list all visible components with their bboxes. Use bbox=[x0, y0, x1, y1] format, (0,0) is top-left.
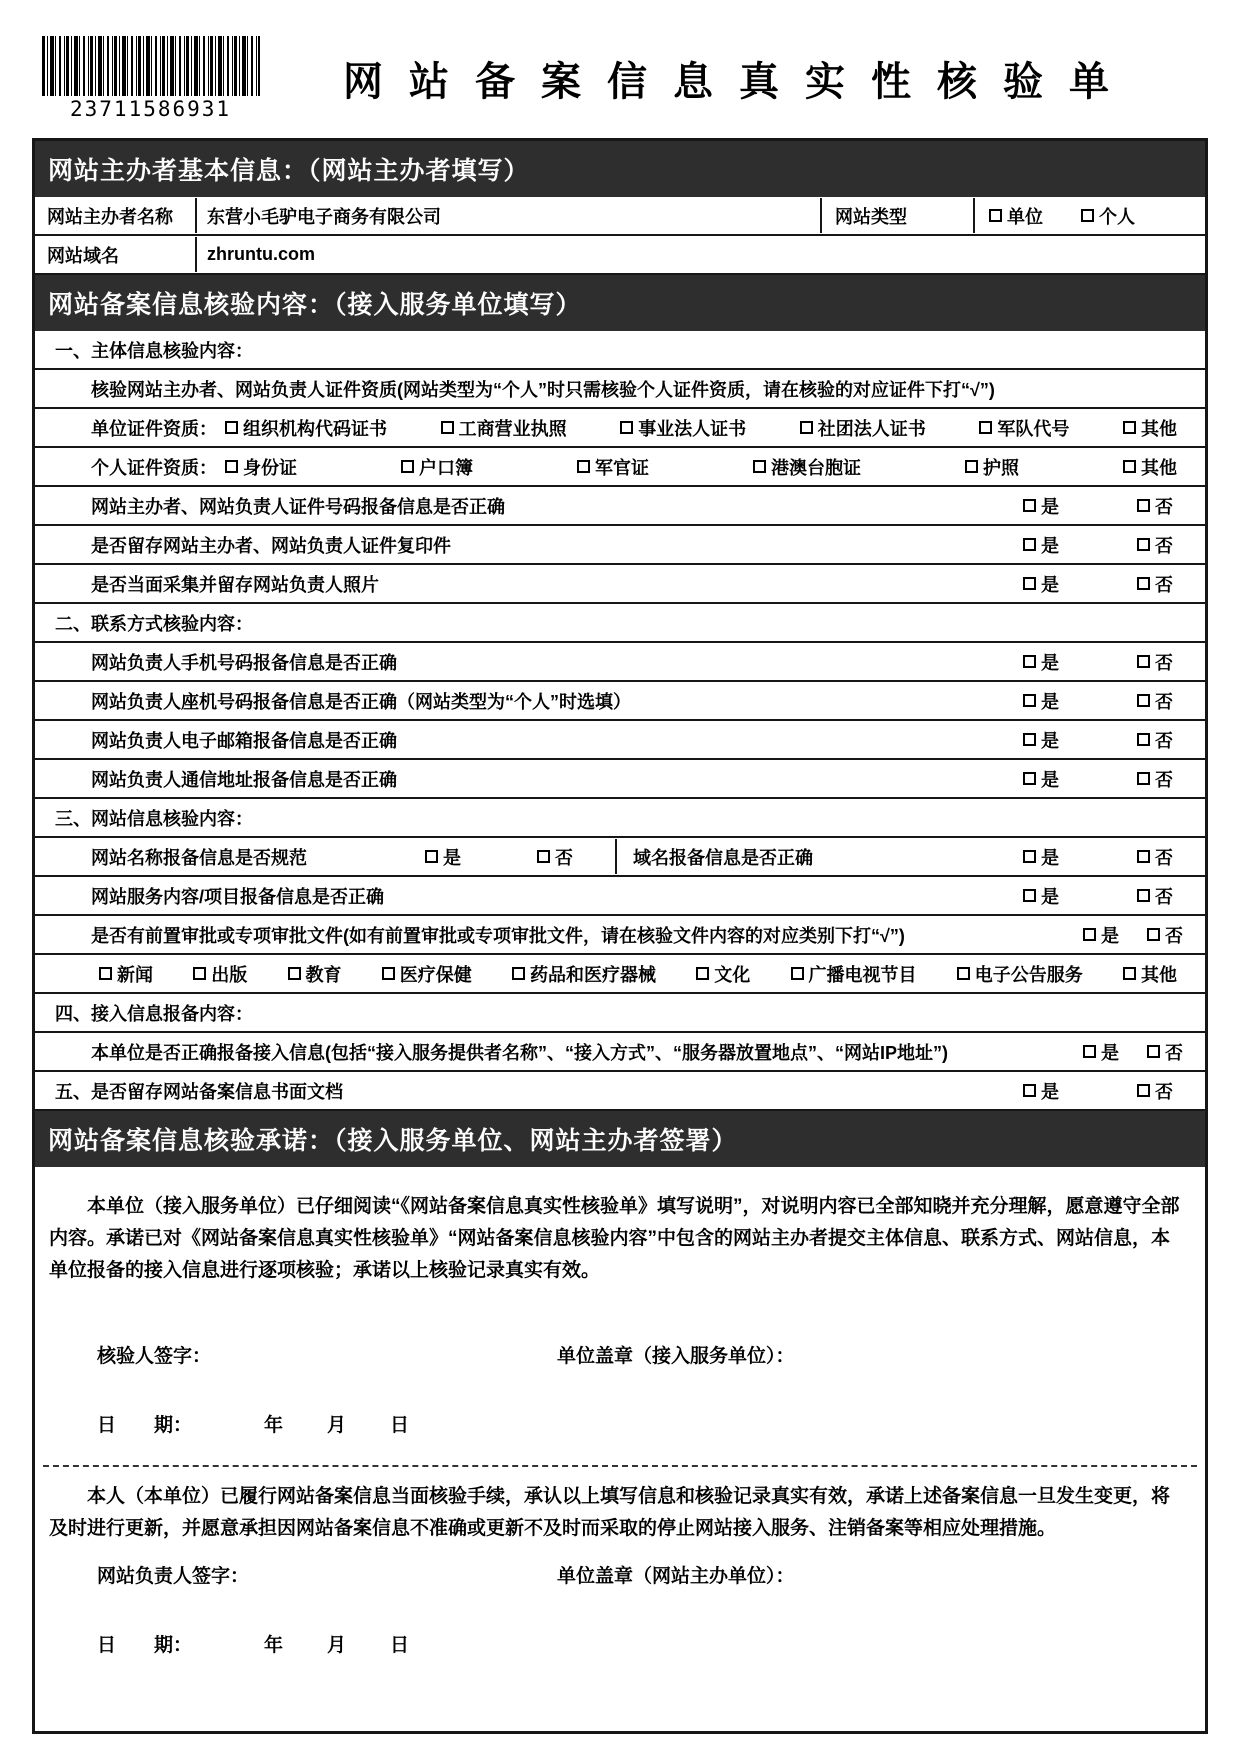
approval-category-option[interactable]: 广播电视节目 bbox=[791, 961, 917, 987]
checkbox-icon[interactable] bbox=[537, 850, 550, 863]
date-label: 日 期： bbox=[97, 1635, 193, 1656]
barcode-block bbox=[32, 36, 270, 121]
part2-title: 二、联系方式核验内容： bbox=[55, 613, 253, 634]
date-year-label[interactable]: 年 bbox=[264, 1415, 284, 1436]
checkbox-icon[interactable] bbox=[753, 460, 766, 473]
date-month-label[interactable]: 月 bbox=[327, 1415, 347, 1436]
checkbox-icon[interactable] bbox=[1023, 694, 1036, 707]
section-header-basic-info: 网站主办者基本信息：（网站主办者填写） bbox=[35, 141, 1205, 197]
no-option[interactable]: 否 bbox=[1137, 1078, 1173, 1104]
promise-paragraph-1: 本单位（接入服务单位）已仔细阅读“《网站备案信息真实性核验单》填写说明”，对说明内容已全部知晓并充分理解，愿意遵守全部内容。承诺已对《网站备案信息真实性核验单》“网站备案信息核验内容”中包含的网站主办者提交主体信息、联系方式、网站信息，本单位报备的接入信息进行逐项核验；承诺以上核验记录真实有效。 bbox=[49, 1196, 1180, 1281]
checkbox-icon[interactable] bbox=[1147, 1045, 1160, 1058]
date-year-label[interactable]: 年 bbox=[264, 1635, 284, 1656]
site-type-label: 网站类型 bbox=[820, 198, 973, 233]
checkbox-icon[interactable] bbox=[225, 460, 238, 473]
section-header-promise: 网站备案信息核验承诺：（接入服务单位、网站主办者签署） bbox=[35, 1111, 1205, 1167]
checkbox-icon[interactable] bbox=[1081, 209, 1094, 222]
checkbox-icon[interactable] bbox=[1023, 772, 1036, 785]
yes-option[interactable]: 是 bbox=[1023, 688, 1059, 714]
no-option[interactable]: 否 bbox=[1147, 1039, 1183, 1065]
checkbox-icon[interactable] bbox=[1137, 577, 1150, 590]
personal-cert-option[interactable]: 军官证 bbox=[577, 454, 649, 480]
checkbox-icon[interactable] bbox=[382, 967, 395, 980]
personal-cert-option[interactable]: 其他 bbox=[1123, 454, 1177, 480]
checkbox-icon[interactable] bbox=[696, 967, 709, 980]
checkbox-icon[interactable] bbox=[1023, 655, 1036, 668]
yes-option[interactable]: 是 bbox=[1023, 844, 1059, 870]
checkbox-icon[interactable] bbox=[1023, 538, 1036, 551]
yes-no-group bbox=[1023, 571, 1175, 597]
row-question bbox=[35, 682, 1205, 721]
form-table bbox=[32, 138, 1208, 1734]
organizer-name-value[interactable]: 东营小毛驴电子商务有限公司 bbox=[207, 206, 441, 227]
checkbox-icon[interactable] bbox=[99, 967, 112, 980]
row-part4-title bbox=[35, 994, 1205, 1033]
unit-cert-option[interactable]: 其他 bbox=[1123, 415, 1177, 441]
unit-cert-option[interactable]: 工商营业执照 bbox=[441, 415, 567, 441]
personal-cert-label: 个人证件资质： bbox=[91, 457, 217, 478]
checkbox-icon[interactable] bbox=[441, 421, 454, 434]
row-question bbox=[35, 760, 1205, 799]
unit-cert-label: 单位证件资质： bbox=[91, 418, 217, 439]
checkbox-icon[interactable] bbox=[1123, 967, 1136, 980]
checkbox-icon[interactable] bbox=[1023, 889, 1036, 902]
row-cert-note bbox=[35, 370, 1205, 409]
unit-cert-options bbox=[225, 415, 1205, 441]
date-day-label[interactable]: 日 bbox=[390, 1415, 410, 1436]
question-text: 网站主办者、网站负责人证件号码报备信息是否正确 bbox=[91, 496, 505, 517]
cert-note-text: 核验网站主办者、网站负责人证件资质(网站类型为“个人”时只需核验个人证件资质，请在核验的对应证件下打“√”) bbox=[91, 379, 995, 400]
document-header bbox=[32, 36, 1208, 128]
checkbox-icon[interactable] bbox=[1137, 772, 1150, 785]
approval-category-option[interactable]: 其他 bbox=[1123, 961, 1177, 987]
unit-cert-option[interactable]: 社团法人证书 bbox=[800, 415, 926, 441]
yes-option[interactable]: 是 bbox=[425, 844, 461, 870]
row-access-question bbox=[35, 1033, 1205, 1072]
yes-no-group bbox=[1023, 532, 1175, 558]
checkbox-icon[interactable] bbox=[1023, 850, 1036, 863]
question-text: 是否当面采集并留存网站负责人照片 bbox=[91, 574, 379, 595]
yes-option[interactable]: 是 bbox=[1023, 727, 1059, 753]
site-manager-signature-label[interactable]: 网站负责人签字： bbox=[97, 1566, 250, 1587]
personal-cert-options bbox=[225, 454, 1205, 480]
part5-title: 五、是否留存网站备案信息书面文档 bbox=[55, 1081, 343, 1102]
approval-category-option[interactable]: 文化 bbox=[696, 961, 750, 987]
yes-no-group bbox=[1023, 766, 1175, 792]
row-question bbox=[35, 526, 1205, 565]
no-option[interactable]: 否 bbox=[1137, 727, 1173, 753]
yes-no-group bbox=[1023, 493, 1175, 519]
part3-title: 三、网站信息核验内容： bbox=[55, 808, 253, 829]
checkbox-icon[interactable] bbox=[965, 460, 978, 473]
yes-no-group bbox=[1083, 1039, 1183, 1065]
approval-category-option[interactable]: 药品和医疗器械 bbox=[512, 961, 656, 987]
row-organizer-name bbox=[35, 197, 1205, 236]
personal-cert-option[interactable]: 身份证 bbox=[225, 454, 297, 480]
yes-option[interactable]: 是 bbox=[1023, 1078, 1059, 1104]
sitename-question-cell bbox=[35, 839, 617, 874]
no-option[interactable]: 否 bbox=[1137, 883, 1173, 909]
barcode-number: 23711586931 bbox=[70, 97, 232, 121]
personal-cert-option[interactable]: 港澳台胞证 bbox=[753, 454, 861, 480]
site-type-option-unit[interactable]: 单位 bbox=[989, 203, 1043, 229]
checkbox-icon[interactable] bbox=[800, 421, 813, 434]
checkbox-icon[interactable] bbox=[193, 967, 206, 980]
row-part2-title bbox=[35, 604, 1205, 643]
checkbox-icon[interactable] bbox=[1147, 928, 1160, 941]
question-text: 网站名称报备信息是否规范 bbox=[91, 847, 307, 868]
approval-category-option[interactable]: 电子公告服务 bbox=[957, 961, 1083, 987]
row-sitename-domain bbox=[35, 838, 1205, 877]
question-text: 网站服务内容/项目报备信息是否正确 bbox=[91, 886, 384, 907]
approval-category-option[interactable]: 医疗保健 bbox=[382, 961, 472, 987]
part4-title: 四、接入信息报备内容： bbox=[55, 1003, 253, 1024]
domain-question-cell bbox=[617, 839, 1205, 874]
date-line-2 bbox=[35, 1630, 1205, 1657]
yes-option[interactable]: 是 bbox=[1023, 493, 1059, 519]
checkbox-icon[interactable] bbox=[1123, 460, 1136, 473]
checkbox-icon[interactable] bbox=[1023, 733, 1036, 746]
no-option[interactable]: 否 bbox=[1137, 493, 1173, 519]
approval-category-option[interactable]: 出版 bbox=[193, 961, 247, 987]
no-option[interactable]: 否 bbox=[1137, 688, 1173, 714]
no-option[interactable]: 否 bbox=[1137, 649, 1173, 675]
yes-no-group bbox=[1083, 922, 1183, 948]
question-text: 网站负责人手机号码报备信息是否正确 bbox=[91, 652, 397, 673]
checkbox-icon[interactable] bbox=[1123, 421, 1136, 434]
no-option[interactable]: 否 bbox=[1137, 844, 1173, 870]
checkbox-icon[interactable] bbox=[791, 967, 804, 980]
row-unit-certs bbox=[35, 409, 1205, 448]
checkbox-icon[interactable] bbox=[1137, 499, 1150, 512]
checkbox-icon[interactable] bbox=[1137, 694, 1150, 707]
yes-no-group bbox=[1023, 649, 1175, 675]
site-domain-value[interactable]: zhruntu.com bbox=[207, 244, 315, 264]
yes-no-group bbox=[1023, 727, 1175, 753]
no-option[interactable]: 否 bbox=[1137, 766, 1173, 792]
question-text: 是否留存网站主办者、网站负责人证件复印件 bbox=[91, 535, 451, 556]
checkbox-icon[interactable] bbox=[1137, 655, 1150, 668]
yes-option[interactable]: 是 bbox=[1083, 1039, 1119, 1065]
personal-cert-option[interactable]: 护照 bbox=[965, 454, 1019, 480]
dashed-divider bbox=[43, 1465, 1197, 1467]
unit-cert-option[interactable]: 军队代号 bbox=[979, 415, 1069, 441]
row-question bbox=[35, 565, 1205, 604]
checkbox-icon[interactable] bbox=[1083, 1045, 1096, 1058]
date-day-label[interactable]: 日 bbox=[390, 1635, 410, 1656]
checkbox-icon[interactable] bbox=[1137, 538, 1150, 551]
row-question bbox=[35, 721, 1205, 760]
question-text: 域名报备信息是否正确 bbox=[633, 847, 813, 868]
checkbox-icon[interactable] bbox=[1137, 1084, 1150, 1097]
row-part3-title bbox=[35, 799, 1205, 838]
page-title: 网站备案信息真实性核验单 bbox=[343, 60, 1135, 104]
signature-line-2 bbox=[35, 1561, 1205, 1588]
row-question bbox=[35, 487, 1205, 526]
checkbox-icon[interactable] bbox=[979, 421, 992, 434]
approval-category-option[interactable]: 新闻 bbox=[99, 961, 153, 987]
unit-cert-option[interactable]: 组织机构代码证书 bbox=[225, 415, 387, 441]
checkbox-icon[interactable] bbox=[620, 421, 633, 434]
form-sheet bbox=[32, 0, 1208, 1734]
checkbox-icon[interactable] bbox=[225, 421, 238, 434]
row-approval-categories bbox=[35, 955, 1205, 994]
approval-category-options bbox=[43, 961, 1205, 987]
yes-option[interactable]: 是 bbox=[1023, 649, 1059, 675]
verifier-signature-label[interactable]: 核验人签字： bbox=[97, 1346, 212, 1367]
checkbox-icon[interactable] bbox=[512, 967, 525, 980]
approval-category-option[interactable]: 教育 bbox=[288, 961, 342, 987]
personal-cert-option[interactable]: 户口簿 bbox=[401, 454, 473, 480]
yes-no-group bbox=[1023, 688, 1175, 714]
yes-option[interactable]: 是 bbox=[1023, 883, 1059, 909]
checkbox-icon[interactable] bbox=[1023, 1084, 1036, 1097]
question-text: 是否有前置审批或专项审批文件(如有前置审批或专项审批文件，请在核验文件内容的对应类别下打“√”) bbox=[91, 925, 905, 946]
question-text: 网站负责人通信地址报备信息是否正确 bbox=[91, 769, 397, 790]
checkbox-icon[interactable] bbox=[1023, 577, 1036, 590]
yes-no-group bbox=[1023, 844, 1175, 870]
yes-option[interactable]: 是 bbox=[1023, 571, 1059, 597]
site-type-option-personal[interactable]: 个人 bbox=[1081, 203, 1135, 229]
checkbox-icon[interactable] bbox=[288, 967, 301, 980]
yes-option[interactable]: 是 bbox=[1083, 922, 1119, 948]
checkbox-icon[interactable] bbox=[425, 850, 438, 863]
checkbox-icon[interactable] bbox=[401, 460, 414, 473]
site-type-options bbox=[973, 198, 1205, 233]
checkbox-icon[interactable] bbox=[1137, 889, 1150, 902]
checkbox-icon[interactable] bbox=[1023, 499, 1036, 512]
yes-no-group bbox=[425, 844, 575, 870]
checkbox-icon[interactable] bbox=[1083, 928, 1096, 941]
unit-cert-option[interactable]: 事业法人证书 bbox=[620, 415, 746, 441]
checkbox-icon[interactable] bbox=[989, 209, 1002, 222]
promise-paragraph-2: 本人（本单位）已履行网站备案信息当面核验手续，承认以上填写信息和核验记录真实有效，承诺上述备案信息一旦发生变更，将及时进行更新，并愿意承担因网站备案信息不准确或更新不及时而采取的停止网站接入服务、注销备案等相应处理措施。 bbox=[49, 1486, 1171, 1539]
question-text: 本单位是否正确报备接入信息(包括“接入服务提供者名称”、“接入方式”、“服务器放置地点”、“网站IP地址”) bbox=[91, 1042, 948, 1063]
row-question bbox=[35, 643, 1205, 682]
yes-option[interactable]: 是 bbox=[1023, 532, 1059, 558]
organizer-name-label: 网站主办者名称 bbox=[35, 198, 197, 233]
no-option[interactable]: 否 bbox=[1137, 532, 1173, 558]
yes-option[interactable]: 是 bbox=[1023, 766, 1059, 792]
signature-line-1 bbox=[35, 1341, 1205, 1368]
date-line-1 bbox=[35, 1410, 1205, 1437]
row-site-domain bbox=[35, 236, 1205, 275]
row-question bbox=[35, 877, 1205, 916]
promise-section bbox=[35, 1167, 1205, 1731]
checkbox-icon[interactable] bbox=[1137, 850, 1150, 863]
row-personal-certs bbox=[35, 448, 1205, 487]
row-part1-title bbox=[35, 331, 1205, 370]
unit-seal-isp-label[interactable]: 单位盖章（接入服务单位）： bbox=[557, 1346, 795, 1367]
date-month-label[interactable]: 月 bbox=[327, 1635, 347, 1656]
checkbox-icon[interactable] bbox=[1137, 733, 1150, 746]
question-text: 网站负责人电子邮箱报备信息是否正确 bbox=[91, 730, 397, 751]
no-option[interactable]: 否 bbox=[537, 844, 573, 870]
question-text: 网站负责人座机号码报备信息是否正确（网站类型为“个人”时选填） bbox=[91, 691, 631, 712]
part1-title: 一、主体信息核验内容： bbox=[55, 340, 253, 361]
date-label: 日 期： bbox=[97, 1415, 193, 1436]
yes-no-group bbox=[1023, 1078, 1175, 1104]
site-domain-label: 网站域名 bbox=[35, 237, 197, 272]
checkbox-icon[interactable] bbox=[957, 967, 970, 980]
section-header-verify-content: 网站备案信息核验内容：（接入服务单位填写） bbox=[35, 275, 1205, 331]
no-option[interactable]: 否 bbox=[1137, 571, 1173, 597]
yes-no-group bbox=[1023, 883, 1175, 909]
row-part5 bbox=[35, 1072, 1205, 1111]
barcode-image bbox=[42, 36, 260, 96]
unit-seal-organizer-label[interactable]: 单位盖章（网站主办单位）： bbox=[557, 1566, 795, 1587]
row-approval-question bbox=[35, 916, 1205, 955]
checkbox-icon[interactable] bbox=[577, 460, 590, 473]
no-option[interactable]: 否 bbox=[1147, 922, 1183, 948]
